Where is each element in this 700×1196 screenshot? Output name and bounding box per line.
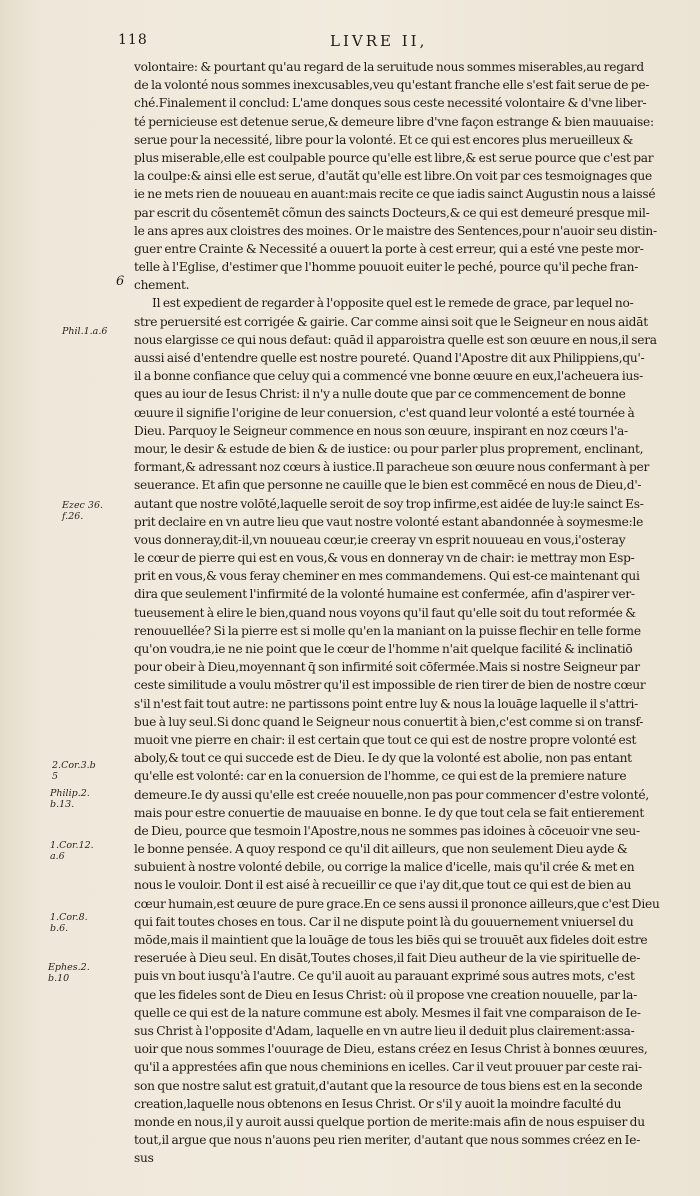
- text-line: demeure.Ie dy aussi qu'elle est creée nouuelle,non pas pour commencer d'estre volonté,: [134, 787, 649, 802]
- text-line: vous donneray,dit-il,vn nouueau cœur,ie creeray vn esprit nouueau en vous,i'osteray: [134, 532, 626, 547]
- text-line: œuure il signifie l'origine de leur conuersion, c'est quand leur volonté a esté tournée à: [134, 405, 635, 420]
- text-line: qu'on voudra,ie ne nie point que le cœur de l'homme n'ait quelque facilité & inclinatiō: [134, 642, 633, 656]
- margin-note-philippians-2: Philip.2. b.13.: [50, 788, 90, 810]
- text-line: mais pour estre conuertie de mauuaise en bonne. Ie dy que tout cela se fait entierement: [134, 805, 645, 820]
- text-line: Il est expedient de regarder à l'opposite quel est le remede de grace, par lequel no-: [152, 296, 634, 311]
- text-line: de Dieu, pource que tesmoin l'Apostre,nous ne sommes pas idoines à cōceuoir vne seu-: [134, 823, 640, 838]
- text-line: puis vn bout iusqu'à l'autre. Ce qu'il auoit au parauant exprimé sous autres mots, c'est: [134, 969, 635, 984]
- text-line: que les fideles sont de Dieu en Iesus Christ: où il propose vne creation nouuelle, par la-: [134, 987, 637, 1002]
- text-line: le cœur de pierre qui est en vous,& vous en donneray vn de chair: ie mettray mon Esp-: [134, 551, 635, 566]
- text-line: telle à l'Eglise, d'estimer que l'homme pouuoit euiter le peché, pource qu'il peche fran-: [134, 260, 639, 275]
- text-line: guer entre Crainte & Necessité a ouuert la porte à cest erreur, qui a esté vne peste mor-: [134, 241, 644, 256]
- text-line: serue pour la necessité, libre pour la volonté. Et ce qui est encores plus merueilleux &: [134, 132, 634, 147]
- text-line: uoir que nous sommes l'ouurage de Dieu, estans créez en Iesus Christ à bonnes œuures,: [134, 1042, 648, 1057]
- text-line: quelle ce qui est de la nature commune est aboly. Mesmes il fait vne comparaison de Ie-: [134, 1005, 641, 1020]
- margin-note-ephesians: Ephes.2. b.10: [48, 962, 90, 984]
- paragraph-number: 6: [116, 274, 125, 289]
- text-line: ques au iour de Iesus Christ: il n'y a nulle doute que par ce commencement de bonne: [134, 387, 626, 402]
- text-line: qu'elle est volonté: car en la conuersion de l'homme, ce qui est de la premiere nature: [134, 769, 627, 784]
- margin-note-1-corinthians-8: 1.Cor.8. b.6.: [50, 912, 88, 934]
- text-line: subuient à nostre volonté debile, ou corrige la malice d'icelle, mais qu'il crée & met en: [134, 860, 635, 875]
- text-line: ché.Finalement il conclud: L'ame donques sous ceste necessité volontaire & d'vne liber-: [134, 96, 647, 111]
- text-line: prit en vous,& vous feray cheminer en mes commandemens. Qui est-ce maintenant qui: [134, 569, 640, 584]
- running-title: LIVRE II,: [330, 32, 428, 50]
- text-line: té pernicieuse est detenue serue,& demeure libre d'vne façon estrange & bien mauuaise:: [134, 114, 654, 129]
- text-line: seuerance. Et afin que personne ne cauille que le bien est commēcé en nous de Dieu,d'-: [134, 478, 642, 493]
- text-line: mour, le desir & estude de bien & de iustice: ou pour parler plus proprement, enclinant,: [134, 441, 644, 456]
- text-line: tueusement à elire le bien,quand nous voyons qu'il faut qu'elle soit du tout reformée &: [134, 605, 636, 620]
- text-line: prit declaire en vn autre lieu que vaut nostre volonté estant abandonnée à soymesme:le: [134, 514, 644, 529]
- text-line: ceste similitude a voulu mōstrer qu'il est impossible de rien tirer de bien de nostre cœur: [134, 678, 646, 693]
- text-line: tout,il argue que nous n'auons peu rien meriter, d'autant que nous sommes créez en Ie-: [134, 1133, 641, 1148]
- text-line: le bonne pensée. A quoy respond ce qu'il dit ailleurs, que non seulement Dieu ayde &: [134, 842, 628, 857]
- text-line: aboly,& tout ce qui succede est de Dieu. Ie dy que la volonté est abolie, non pas entant: [134, 751, 632, 766]
- margin-note-philippians: Phil.1.a.6: [62, 326, 108, 337]
- text-line: dira que seulement l'infirmité de la volonté humaine est confermée, afin d'aspirer ver-: [134, 587, 635, 602]
- text-line: de la volonté nous sommes inexcusables,veu qu'estant franche elle s'est fait serue de pe-: [134, 78, 650, 93]
- text-line: monde en nous,il y auroit aussi quelque portion de merite:mais afin de nous espuiser du: [134, 1114, 645, 1129]
- text-line: par escrit du cõsentemēt cõmun des saincts Docteurs,& ce qui est demeuré presque mil-: [134, 205, 650, 220]
- text-line: plus miserable,elle est coulpable pource qu'elle est libre,& est serue pource que c'est par: [134, 150, 654, 165]
- text-line: creation,laquelle nous obtenons en Iesus Christ. Or s'il y auoit la moindre faculté du: [134, 1096, 622, 1111]
- text-line: volontaire: & pourtant qu'au regard de la seruitude nous sommes miserables,au regard: [134, 60, 644, 74]
- text-line: stre peruersité est corrigée & gairie. Car comme ainsi soit que le Seigneur en nous aidāt: [134, 314, 648, 329]
- margin-note-ezekiel: Ezec 36. f.26.: [62, 500, 104, 522]
- page-number: 118: [118, 32, 148, 48]
- text-line: s'il n'est fait tout autre: ne partissons point entre luy & nous la louāge laquelle il s'attri-: [134, 696, 639, 711]
- text-line: renouuellée? Si la pierre est si molle qu'en la maniant on la puisse flechir en telle forme: [134, 623, 641, 638]
- text-line: chement.: [134, 278, 190, 293]
- text-line: Dieu. Parquoy le Seigneur commence en nous son œuure, inspirant en noz cœurs l'a-: [134, 423, 628, 438]
- text-line: qu'il a apprestées afin que nous cheminions en icelles. Car il veut prouuer par ceste rai-: [134, 1060, 642, 1075]
- text-line: il a bonne confiance que celuy qui a commencé vne bonne œuure en eux,l'acheuera ius-: [134, 369, 643, 384]
- text-line: cœur humain,est œuure de pure grace.En ce sens aussi il prononce ailleurs,que c'est Dieu: [134, 896, 660, 911]
- text-line: formant,& adressant noz cœurs à iustice.Il paracheue son œuure nous confermant à per: [134, 460, 650, 475]
- body-text: [134, 58, 666, 1167]
- text-line: nous le vouloir. Dont il est aisé à recueillir ce que i'ay dit,que tout ce qui est de bien au: [134, 878, 632, 893]
- text-line: reseruée à Dieu seul. En disāt,Toutes choses,il fait Dieu autheur de la vie spirituelle de-: [134, 951, 641, 966]
- text-line: le ans apres aux cloistres des moines. Or le maistre des Sentences,pour n'auoir seu distin-: [134, 223, 657, 238]
- text-line: aussi aisé d'entendre quelle est nostre poureté. Quand l'Apostre dit aux Philippiens,qu'-: [134, 351, 645, 365]
- text-line: mōde,mais il maintient que la louāge de tous les biēs qui se trouuēt aux fideles doit estre: [134, 933, 648, 947]
- text-line: ie ne mets rien de nouueau en auant:mais recite ce que iadis sainct Augustin nous a laissé: [134, 187, 656, 202]
- text-line: pour obeir à Dieu,moyennant q̄ son infirmité soit cōfermée.Mais si nostre Seigneur par: [134, 660, 640, 675]
- page-header: [0, 32, 700, 52]
- text-line: muoit vne pierre en chair: il est certain que tout ce qui est de nostre propre volonté est: [134, 732, 637, 747]
- text-line: sus: [134, 1151, 154, 1166]
- text-line: qui fait toutes choses en tous. Car il ne dispute point là du gouuernement vniuersel du: [134, 914, 634, 929]
- text-line: son que nostre salut est gratuit,d'autant que la resource de tous biens est en la seconde: [134, 1078, 643, 1093]
- text-line: nous elargisse ce qui nous defaut: quād il apparoistra quelle est son œuure en nous,il sera: [134, 332, 657, 347]
- text-line: la coulpe:& ainsi elle est serue, d'autãt qu'elle est libre.On voit par ces tesmoignages que: [134, 169, 652, 184]
- margin-note-2-corinthians: 2.Cor.3.b 5: [52, 760, 96, 782]
- text-line: bue à luy seul.Si donc quand le Seigneur nous conuertit à bien,c'est comme si on transf-: [134, 714, 644, 729]
- margin-note-1-corinthians-12: 1.Cor.12. a.6: [50, 840, 94, 862]
- text-line: autant que nostre volōté,laquelle seroit de soy trop infirme,est aidée de luy:le sainct Es-: [134, 496, 644, 511]
- text-line: sus Christ à l'opposite d'Adam, laquelle en vn autre lieu il deduit plus clairement:assa-: [134, 1023, 635, 1038]
